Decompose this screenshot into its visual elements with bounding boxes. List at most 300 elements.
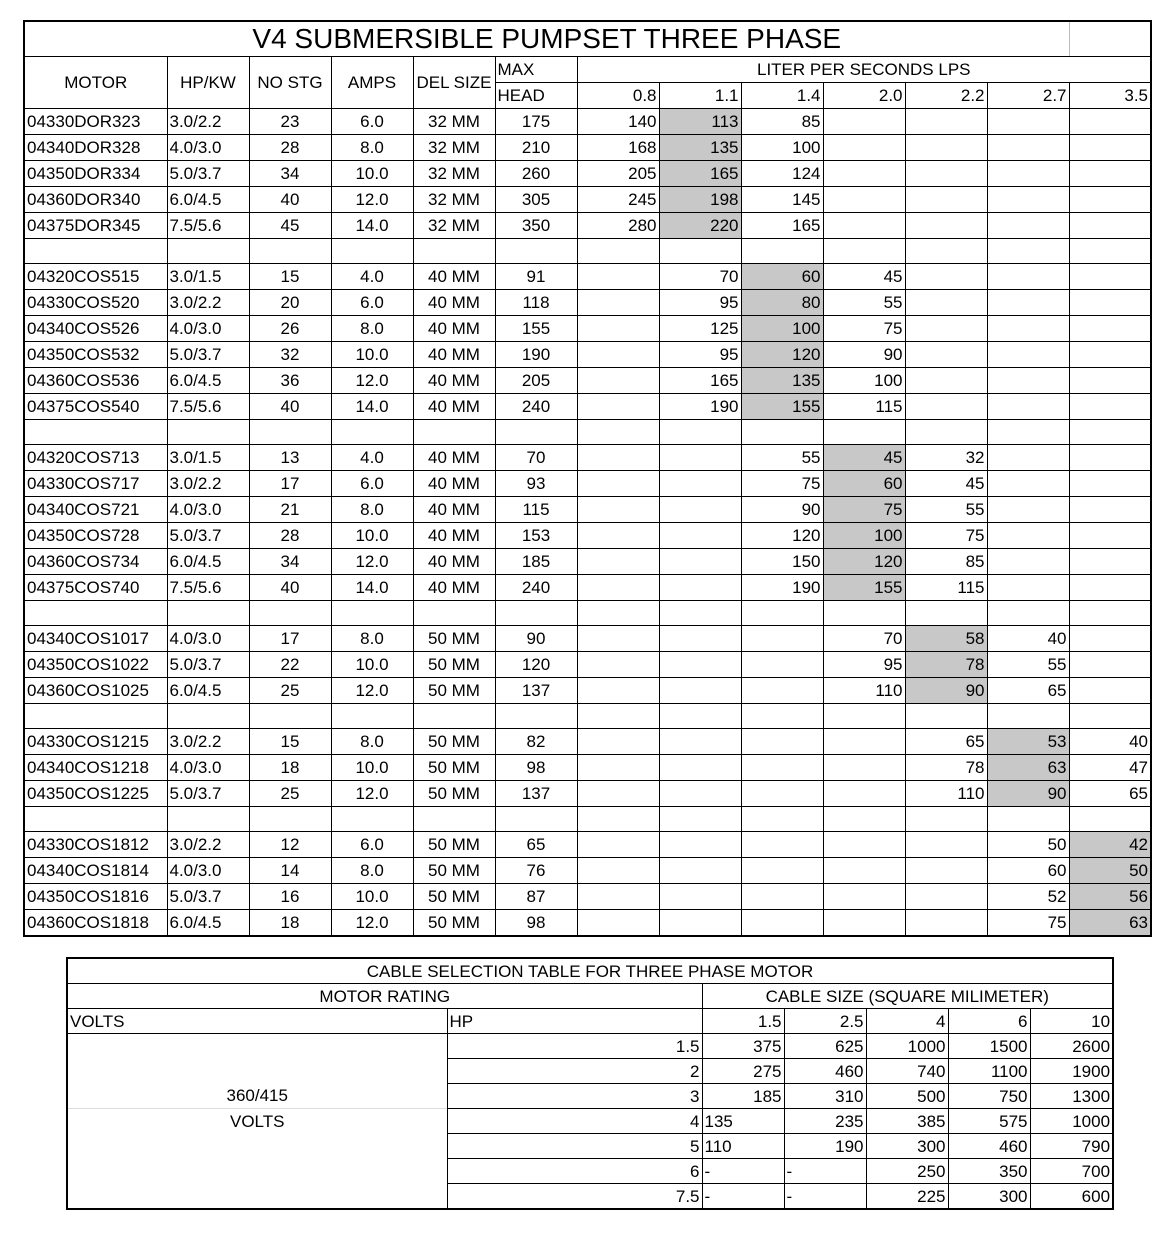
cable-row	[67, 1159, 1113, 1184]
motor-model-cell: 04375COS540	[24, 394, 167, 420]
head-at-flow-cell	[577, 445, 659, 471]
max-head-cell: 115	[495, 497, 577, 523]
stages-cell: 15	[249, 264, 331, 290]
stages-cell: 36	[249, 368, 331, 394]
del-size-cell: 40 MM	[413, 445, 495, 471]
head-at-flow-cell: 115	[823, 394, 905, 420]
amps-cell: 12.0	[331, 549, 413, 575]
head-at-flow-cell	[823, 910, 905, 937]
hpkw-cell: 4.0/3.0	[167, 858, 249, 884]
head-at-flow-cell	[659, 445, 741, 471]
max-length-cell: 350	[948, 1159, 1030, 1184]
max-length-cell: 1300	[1030, 1084, 1113, 1109]
head-at-flow-cell: 80	[741, 290, 823, 316]
head-at-flow-cell	[1069, 213, 1151, 239]
head-at-flow-cell	[987, 523, 1069, 549]
head-at-flow-cell	[987, 290, 1069, 316]
pump-row	[24, 316, 1151, 342]
title-blank-cell	[1069, 21, 1151, 57]
hpkw-cell: 3.0/1.5	[167, 264, 249, 290]
motor-model-cell: 04320COS515	[24, 264, 167, 290]
hpkw-cell: 3.0/2.2	[167, 109, 249, 135]
head-at-flow-cell: 56	[1069, 884, 1151, 910]
max-length-cell: -	[702, 1184, 784, 1210]
spacer-cell	[413, 601, 495, 626]
hpkw-cell: 4.0/3.0	[167, 497, 249, 523]
head-at-flow-cell: 85	[741, 109, 823, 135]
head-at-flow-cell	[659, 523, 741, 549]
head-at-flow-cell: 280	[577, 213, 659, 239]
head-at-flow-cell	[1069, 445, 1151, 471]
amps-cell: 8.0	[331, 135, 413, 161]
head-at-flow-cell	[987, 394, 1069, 420]
hp-value-cell: 5	[447, 1134, 702, 1159]
max-head-cell: 90	[495, 626, 577, 652]
head-at-flow-cell: 165	[741, 213, 823, 239]
motor-model-cell: 04320COS713	[24, 445, 167, 471]
voltage-cell	[67, 1059, 447, 1084]
head-at-flow-cell	[987, 471, 1069, 497]
pump-row	[24, 342, 1151, 368]
head-at-flow-cell	[905, 161, 987, 187]
stages-cell: 20	[249, 290, 331, 316]
del-size-cell: 32 MM	[413, 135, 495, 161]
spacer-cell	[987, 239, 1069, 264]
del-size-cell: 32 MM	[413, 213, 495, 239]
amps-cell: 8.0	[331, 729, 413, 755]
head-at-flow-cell: 55	[741, 445, 823, 471]
spacer-cell	[495, 601, 577, 626]
spacer-cell	[577, 807, 659, 832]
max-length-cell: 310	[784, 1084, 866, 1109]
hp-value-cell: 6	[447, 1159, 702, 1184]
cable-row	[67, 1134, 1113, 1159]
pump-row	[24, 678, 1151, 704]
head-at-flow-cell: 75	[823, 497, 905, 523]
motor-model-cell: 04360DOR340	[24, 187, 167, 213]
max-head-cell: 240	[495, 575, 577, 601]
head-at-flow-cell: 85	[905, 549, 987, 575]
motor-model-cell: 04350COS1022	[24, 652, 167, 678]
head-at-flow-cell	[905, 109, 987, 135]
amps-cell: 8.0	[331, 858, 413, 884]
pump-row	[24, 135, 1151, 161]
head-at-flow-cell: 125	[659, 316, 741, 342]
header-flow-group: LITER PER SECONDS LPS	[577, 57, 1151, 83]
head-at-flow-cell	[1069, 549, 1151, 575]
head-at-flow-cell: 55	[823, 290, 905, 316]
head-at-flow-cell: 53	[987, 729, 1069, 755]
head-at-flow-cell: 110	[823, 678, 905, 704]
cable-table-title: CABLE SELECTION TABLE FOR THREE PHASE MOTOR	[67, 958, 1113, 984]
del-size-cell: 40 MM	[413, 575, 495, 601]
head-at-flow-cell	[823, 755, 905, 781]
max-length-cell: 2600	[1030, 1034, 1113, 1059]
hpkw-cell: 3.0/1.5	[167, 445, 249, 471]
max-length-cell: 225	[866, 1184, 948, 1210]
pump-row	[24, 213, 1151, 239]
head-at-flow-cell	[987, 109, 1069, 135]
amps-cell: 12.0	[331, 368, 413, 394]
volts-header: VOLTS	[67, 1009, 447, 1034]
stages-cell: 21	[249, 497, 331, 523]
head-at-flow-cell	[1069, 497, 1151, 523]
stages-cell: 18	[249, 910, 331, 937]
amps-cell: 10.0	[331, 755, 413, 781]
head-at-flow-cell	[741, 626, 823, 652]
hpkw-cell: 5.0/3.7	[167, 342, 249, 368]
voltage-cell	[67, 1184, 447, 1210]
spacer-cell	[331, 807, 413, 832]
stages-cell: 28	[249, 135, 331, 161]
pump-row	[24, 523, 1151, 549]
del-size-cell: 40 MM	[413, 342, 495, 368]
header-flow-2.7: 2.7	[987, 83, 1069, 109]
head-at-flow-cell	[659, 755, 741, 781]
del-size-cell: 40 MM	[413, 264, 495, 290]
head-at-flow-cell	[905, 213, 987, 239]
max-head-cell: 153	[495, 523, 577, 549]
header-hpkw: HP/KW	[167, 57, 249, 109]
head-at-flow-cell	[987, 213, 1069, 239]
head-at-flow-cell	[987, 497, 1069, 523]
spacer-cell	[413, 704, 495, 729]
head-at-flow-cell: 120	[741, 342, 823, 368]
del-size-cell: 50 MM	[413, 755, 495, 781]
del-size-cell: 50 MM	[413, 832, 495, 858]
head-at-flow-cell	[987, 342, 1069, 368]
head-at-flow-cell	[905, 368, 987, 394]
voltage-cell	[67, 1134, 447, 1159]
head-at-flow-cell	[659, 729, 741, 755]
cable-size-2.5: 2.5	[784, 1009, 866, 1034]
pump-row	[24, 264, 1151, 290]
del-size-cell: 40 MM	[413, 290, 495, 316]
max-length-cell: 700	[1030, 1159, 1113, 1184]
spacer-cell	[659, 239, 741, 264]
max-head-cell: 87	[495, 884, 577, 910]
group-spacer-row	[24, 807, 1151, 832]
head-at-flow-cell	[905, 316, 987, 342]
amps-cell: 10.0	[331, 342, 413, 368]
stages-cell: 40	[249, 394, 331, 420]
head-at-flow-cell	[741, 652, 823, 678]
head-at-flow-cell	[905, 832, 987, 858]
spacer-cell	[24, 239, 167, 264]
head-at-flow-cell: 78	[905, 755, 987, 781]
stages-cell: 16	[249, 884, 331, 910]
max-length-cell: 1000	[866, 1034, 948, 1059]
amps-cell: 4.0	[331, 445, 413, 471]
max-length-cell: 275	[702, 1059, 784, 1084]
head-at-flow-cell: 95	[659, 290, 741, 316]
motor-model-cell: 04350COS1816	[24, 884, 167, 910]
stages-cell: 15	[249, 729, 331, 755]
head-at-flow-cell: 100	[741, 135, 823, 161]
spacer-cell	[823, 807, 905, 832]
max-length-cell: -	[784, 1184, 866, 1210]
head-at-flow-cell	[577, 910, 659, 937]
head-at-flow-cell: 40	[987, 626, 1069, 652]
max-length-cell: 1000	[1030, 1109, 1113, 1134]
hpkw-cell: 7.5/5.6	[167, 213, 249, 239]
spacer-cell	[987, 601, 1069, 626]
stages-cell: 40	[249, 187, 331, 213]
pump-row	[24, 161, 1151, 187]
hpkw-cell: 7.5/5.6	[167, 394, 249, 420]
max-head-cell: 137	[495, 781, 577, 807]
spacer-cell	[331, 420, 413, 445]
del-size-cell: 50 MM	[413, 858, 495, 884]
pump-row	[24, 471, 1151, 497]
motor-rating-header: MOTOR RATING	[67, 984, 702, 1009]
head-at-flow-cell: 120	[823, 549, 905, 575]
hpkw-cell: 5.0/3.7	[167, 161, 249, 187]
stages-cell: 34	[249, 549, 331, 575]
head-at-flow-cell	[987, 549, 1069, 575]
head-at-flow-cell	[741, 832, 823, 858]
max-length-cell: 385	[866, 1109, 948, 1134]
header-flow-2.0: 2.0	[823, 83, 905, 109]
max-head-cell: 305	[495, 187, 577, 213]
head-at-flow-cell	[659, 575, 741, 601]
head-at-flow-cell: 50	[1069, 858, 1151, 884]
head-at-flow-cell	[823, 161, 905, 187]
cable-size-10: 10	[1030, 1009, 1113, 1034]
head-at-flow-cell: 45	[905, 471, 987, 497]
hpkw-cell: 3.0/2.2	[167, 729, 249, 755]
motor-model-cell: 04350DOR334	[24, 161, 167, 187]
spacer-cell	[823, 420, 905, 445]
header-flow-3.5: 3.5	[1069, 83, 1151, 109]
head-at-flow-cell	[577, 781, 659, 807]
del-size-cell: 50 MM	[413, 678, 495, 704]
head-at-flow-cell	[577, 575, 659, 601]
max-head-cell: 175	[495, 109, 577, 135]
pump-row	[24, 368, 1151, 394]
max-head-cell: 91	[495, 264, 577, 290]
head-at-flow-cell	[1069, 316, 1151, 342]
head-at-flow-cell	[1069, 290, 1151, 316]
max-length-cell: 790	[1030, 1134, 1113, 1159]
max-length-cell: 460	[784, 1059, 866, 1084]
spacer-cell	[987, 807, 1069, 832]
spacer-cell	[659, 420, 741, 445]
hpkw-cell: 6.0/4.5	[167, 678, 249, 704]
del-size-cell: 40 MM	[413, 471, 495, 497]
cable-size-1.5: 1.5	[702, 1009, 784, 1034]
head-at-flow-cell	[577, 549, 659, 575]
motor-model-cell: 04360COS1818	[24, 910, 167, 937]
motor-model-cell: 04330COS520	[24, 290, 167, 316]
spacer-cell	[987, 704, 1069, 729]
motor-model-cell: 04360COS1025	[24, 678, 167, 704]
hp-value-cell: 2	[447, 1059, 702, 1084]
head-at-flow-cell	[659, 678, 741, 704]
hpkw-cell: 5.0/3.7	[167, 781, 249, 807]
head-at-flow-cell: 47	[1069, 755, 1151, 781]
stages-cell: 25	[249, 781, 331, 807]
head-at-flow-cell	[1069, 523, 1151, 549]
pump-table-title: V4 SUBMERSIBLE PUMPSET THREE PHASE	[24, 21, 1069, 57]
hpkw-cell: 5.0/3.7	[167, 884, 249, 910]
pump-row	[24, 575, 1151, 601]
header-amps: AMPS	[331, 57, 413, 109]
head-at-flow-cell	[659, 884, 741, 910]
stages-cell: 17	[249, 471, 331, 497]
max-length-cell: 460	[948, 1134, 1030, 1159]
amps-cell: 12.0	[331, 781, 413, 807]
head-at-flow-cell: 60	[741, 264, 823, 290]
max-length-cell: -	[784, 1159, 866, 1184]
motor-model-cell: 04350COS532	[24, 342, 167, 368]
hpkw-cell: 6.0/4.5	[167, 910, 249, 937]
head-at-flow-cell	[577, 316, 659, 342]
amps-cell: 8.0	[331, 497, 413, 523]
head-at-flow-cell	[987, 187, 1069, 213]
cable-row	[67, 1059, 1113, 1084]
del-size-cell: 32 MM	[413, 187, 495, 213]
head-at-flow-cell	[823, 187, 905, 213]
pump-row	[24, 755, 1151, 781]
amps-cell: 6.0	[331, 290, 413, 316]
head-at-flow-cell	[741, 755, 823, 781]
spacer-cell	[905, 420, 987, 445]
head-at-flow-cell: 165	[659, 161, 741, 187]
max-head-cell: 350	[495, 213, 577, 239]
max-length-cell: 1900	[1030, 1059, 1113, 1084]
spacer-cell	[659, 601, 741, 626]
head-at-flow-cell: 100	[741, 316, 823, 342]
head-at-flow-cell: 95	[659, 342, 741, 368]
spacer-cell	[659, 807, 741, 832]
head-at-flow-cell	[659, 910, 741, 937]
spacer-cell	[577, 420, 659, 445]
spacer-cell	[577, 704, 659, 729]
max-head-cell: 185	[495, 549, 577, 575]
max-head-cell: 210	[495, 135, 577, 161]
spacer-cell	[905, 601, 987, 626]
cable-row	[67, 1034, 1113, 1059]
max-head-cell: 98	[495, 910, 577, 937]
head-at-flow-cell: 58	[905, 626, 987, 652]
spacer-cell	[249, 704, 331, 729]
max-length-cell: 625	[784, 1034, 866, 1059]
hpkw-cell: 4.0/3.0	[167, 755, 249, 781]
amps-cell: 10.0	[331, 652, 413, 678]
spacer-cell	[24, 807, 167, 832]
pump-row	[24, 445, 1151, 471]
spacer-cell	[24, 420, 167, 445]
spacer-cell	[331, 704, 413, 729]
head-at-flow-cell	[823, 729, 905, 755]
hp-header: HP	[447, 1009, 702, 1034]
amps-cell: 14.0	[331, 394, 413, 420]
head-at-flow-cell	[905, 858, 987, 884]
head-at-flow-cell	[823, 884, 905, 910]
del-size-cell: 50 MM	[413, 729, 495, 755]
head-at-flow-cell	[905, 187, 987, 213]
head-at-flow-cell	[659, 497, 741, 523]
head-at-flow-cell	[823, 135, 905, 161]
spacer-cell	[1069, 601, 1151, 626]
header-max: MAX	[495, 57, 577, 83]
head-at-flow-cell: 63	[1069, 910, 1151, 937]
header-motor: MOTOR	[24, 57, 167, 109]
head-at-flow-cell	[823, 109, 905, 135]
head-at-flow-cell: 63	[987, 755, 1069, 781]
spacer-cell	[659, 704, 741, 729]
stages-cell: 14	[249, 858, 331, 884]
spacer-cell	[905, 239, 987, 264]
max-length-cell: 110	[702, 1134, 784, 1159]
voltage-cell: VOLTS	[67, 1109, 447, 1134]
amps-cell: 6.0	[331, 471, 413, 497]
voltage-cell	[67, 1159, 447, 1184]
head-at-flow-cell	[577, 832, 659, 858]
max-length-cell: 500	[866, 1084, 948, 1109]
amps-cell: 8.0	[331, 316, 413, 342]
max-length-cell: 750	[948, 1084, 1030, 1109]
hpkw-cell: 7.5/5.6	[167, 575, 249, 601]
del-size-cell: 50 MM	[413, 884, 495, 910]
hpkw-cell: 3.0/2.2	[167, 290, 249, 316]
motor-model-cell: 04350COS728	[24, 523, 167, 549]
head-at-flow-cell	[659, 858, 741, 884]
pump-row	[24, 394, 1151, 420]
head-at-flow-cell	[1069, 187, 1151, 213]
motor-model-cell: 04330COS1215	[24, 729, 167, 755]
head-at-flow-cell	[577, 626, 659, 652]
head-at-flow-cell: 145	[741, 187, 823, 213]
spacer-cell	[1069, 239, 1151, 264]
head-at-flow-cell	[577, 290, 659, 316]
stages-cell: 17	[249, 626, 331, 652]
head-at-flow-cell	[905, 135, 987, 161]
head-at-flow-cell: 45	[823, 445, 905, 471]
spacer-cell	[167, 807, 249, 832]
stages-cell: 25	[249, 678, 331, 704]
spacer-cell	[249, 601, 331, 626]
head-at-flow-cell: 135	[741, 368, 823, 394]
head-at-flow-cell: 135	[659, 135, 741, 161]
head-at-flow-cell: 165	[659, 368, 741, 394]
head-at-flow-cell	[741, 678, 823, 704]
max-head-cell: 93	[495, 471, 577, 497]
hpkw-cell: 5.0/3.7	[167, 652, 249, 678]
head-at-flow-cell	[1069, 394, 1151, 420]
max-head-cell: 65	[495, 832, 577, 858]
head-at-flow-cell: 150	[741, 549, 823, 575]
head-at-flow-cell	[577, 523, 659, 549]
group-spacer-row	[24, 239, 1151, 264]
hpkw-cell: 6.0/4.5	[167, 368, 249, 394]
head-at-flow-cell: 52	[987, 884, 1069, 910]
max-length-cell: 300	[948, 1184, 1030, 1210]
max-head-cell: 76	[495, 858, 577, 884]
motor-model-cell: 04340COS1814	[24, 858, 167, 884]
spacer-cell	[413, 807, 495, 832]
hp-value-cell: 4	[447, 1109, 702, 1134]
max-length-cell: -	[702, 1159, 784, 1184]
pump-row	[24, 858, 1151, 884]
head-at-flow-cell: 120	[741, 523, 823, 549]
spacer-cell	[24, 601, 167, 626]
stages-cell: 18	[249, 755, 331, 781]
head-at-flow-cell	[577, 729, 659, 755]
hpkw-cell: 4.0/3.0	[167, 135, 249, 161]
header-del-size: DEL SIZE	[413, 57, 495, 109]
